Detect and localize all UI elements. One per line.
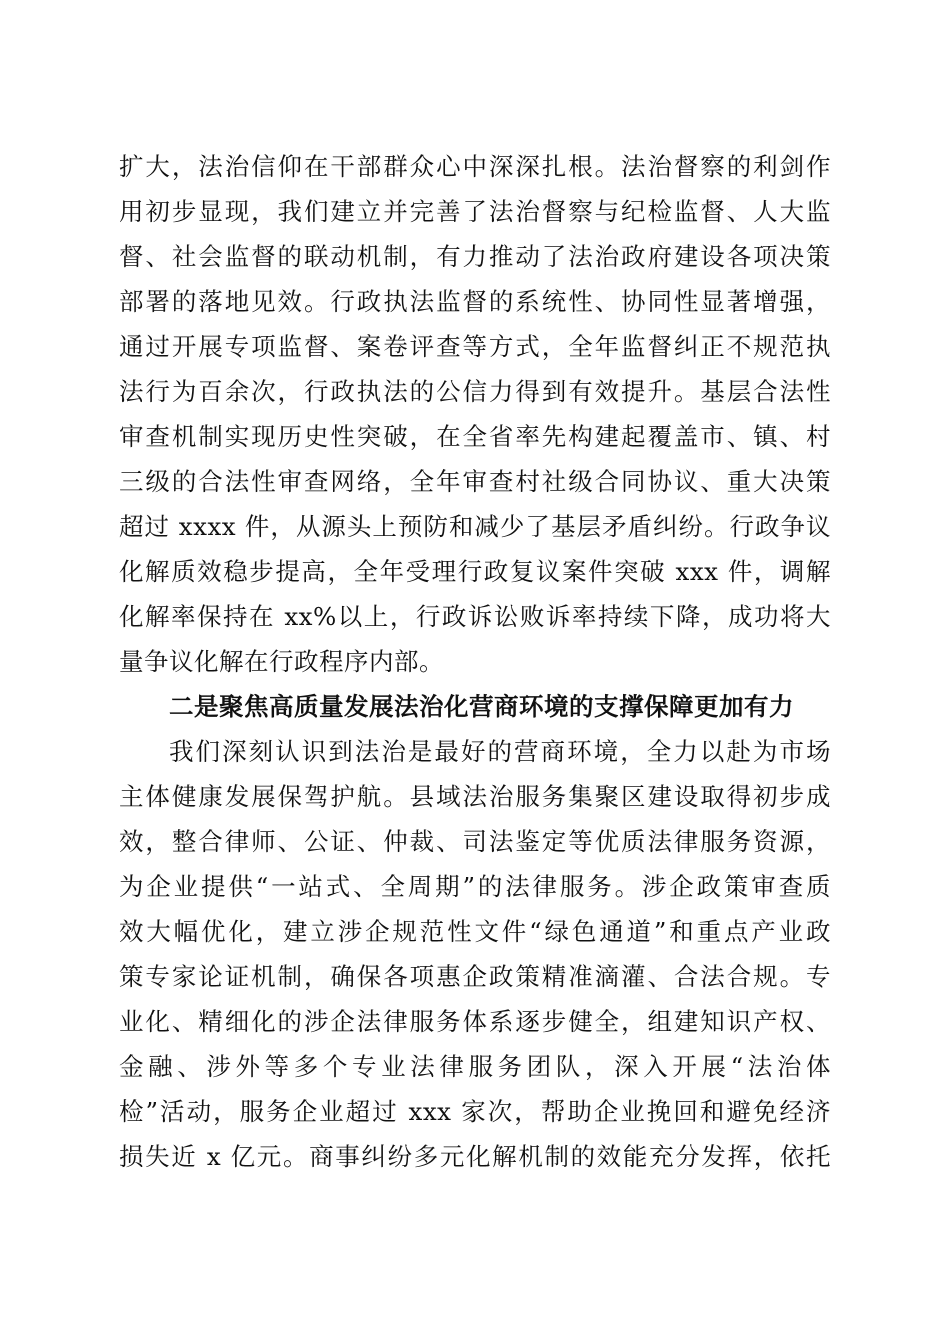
paragraph-1-line: 用初步显现，我们建立并完善了法治督察与纪检监督、人大监 xyxy=(119,197,831,226)
paragraph-1-line: 量争议化解在行政程序内部。 xyxy=(119,647,444,676)
paragraph-2-line: 我们深刻认识到法治是最好的营商环境，全力以赴为市场 xyxy=(169,737,831,766)
paragraph-2-line: 主体健康发展保驾护航。县域法治服务集聚区建设取得初步成 xyxy=(119,782,831,811)
paragraph-2-line: 金融、涉外等多个专业法律服务团队，深入开展“法治体 xyxy=(119,1052,831,1081)
paragraph-1-line: 通过开展专项监督、案卷评查等方式，全年监督纠正不规范执 xyxy=(119,332,831,361)
paragraph-1-line: 部署的落地见效。行政执法监督的系统性、协同性显著增强， xyxy=(119,287,831,316)
paragraph-1-line: 法行为百余次，行政执法的公信力得到有效提升。基层合法性 xyxy=(119,377,831,406)
paragraph-2-line: 为企业提供“一站式、全周期”的法律服务。涉企政策审查质 xyxy=(119,872,831,901)
paragraph-2-line: 损失近 x 亿元。商事纠纷多元化解机制的效能充分发挥，依托 xyxy=(119,1142,831,1171)
paragraph-1-line: 督、社会监督的联动机制，有力推动了法治政府建设各项决策 xyxy=(119,242,831,271)
document-body xyxy=(119,144,831,1179)
paragraph-2-line: 效，整合律师、公证、仲裁、司法鉴定等优质法律服务资源， xyxy=(119,827,831,856)
paragraph-2-line: 策专家论证机制，确保各项惠企政策精准滴灌、合法合规。专 xyxy=(119,962,831,991)
paragraph-1-line: 三级的合法性审查网络，全年审查村社级合同协议、重大决策 xyxy=(119,467,831,496)
paragraph-2-line: 业化、精细化的涉企法律服务体系逐步健全，组建知识产权、 xyxy=(119,1007,831,1036)
section-heading: 二是聚焦高质量发展法治化营商环境的支撑保障更加有力 xyxy=(169,692,794,721)
paragraph-1-line: 超过 xxxx 件，从源头上预防和减少了基层矛盾纠纷。行政争议 xyxy=(119,512,831,541)
paragraph-1-line: 审查机制实现历史性突破，在全省率先构建起覆盖市、镇、村 xyxy=(119,422,831,451)
paragraph-1-line: 化解率保持在 xx%以上，行政诉讼败诉率持续下降，成功将大 xyxy=(119,602,831,631)
paragraph-2-line: 效大幅优化，建立涉企规范性文件“绿色通道”和重点产业政 xyxy=(119,917,831,946)
paragraph-2-line: 检”活动，服务企业超过 xxx 家次，帮助企业挽回和避免经济 xyxy=(119,1097,831,1126)
paragraph-1-line: 扩大，法治信仰在干部群众心中深深扎根。法治督察的利剑作 xyxy=(119,152,831,181)
paragraph-1-line: 化解质效稳步提高，全年受理行政复议案件突破 xxx 件，调解 xyxy=(119,557,831,586)
